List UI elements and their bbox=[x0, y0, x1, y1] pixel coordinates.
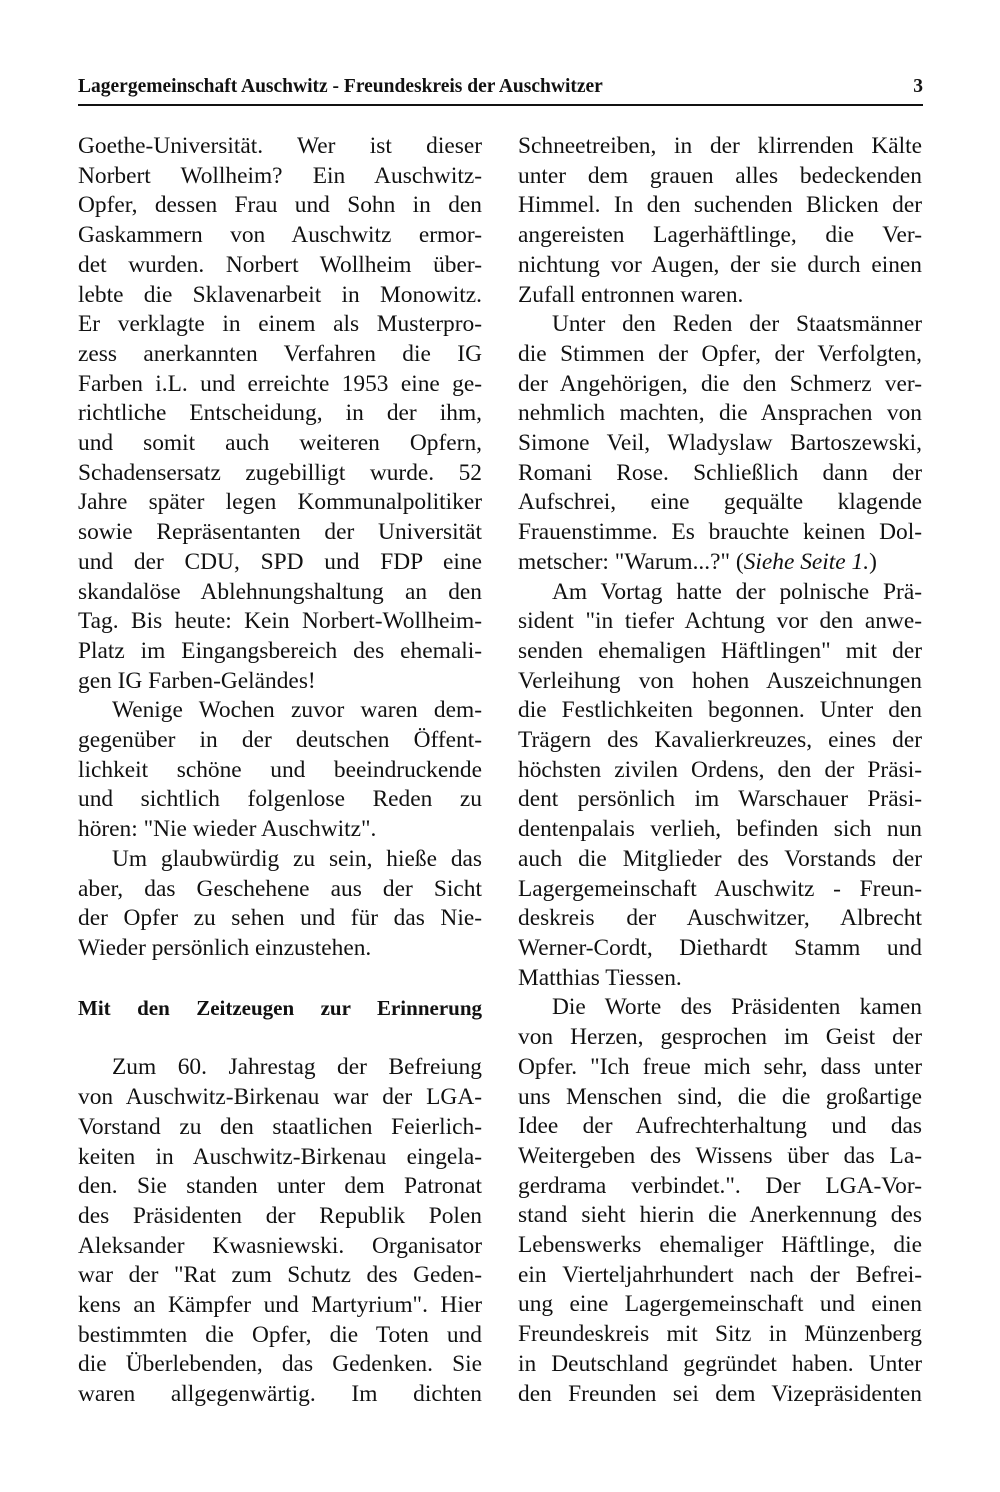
text-line: sident "in tiefer Achtung vor den anwe- bbox=[518, 608, 922, 635]
text-line: Wieder persönlich einzustehen. bbox=[78, 934, 372, 961]
text-line: Schneetreiben, in der klirrenden Kälte bbox=[518, 133, 922, 159]
text-line: höchsten zivilen Ordens, den der Präsi- bbox=[518, 756, 922, 783]
text-line: Platz im Eingangsbereich des ehemali- bbox=[78, 637, 482, 664]
text-line: keiten in Auschwitz-Birkenau eingela- bbox=[78, 1143, 482, 1170]
text-line: kens an Kämpfer und Martyrium". Hier bbox=[78, 1292, 482, 1319]
text-line: Werner-Cordt, Diethardt Stamm und bbox=[518, 934, 922, 961]
text-line: Jahre später legen Kommunalpolitiker bbox=[78, 489, 482, 516]
text-line: Simone Veil, Wladyslaw Bartoszewski, bbox=[518, 430, 922, 457]
text-line: Tag. Bis heute: Kein Norbert-Wollheim- bbox=[78, 608, 482, 635]
text-line: Aufschrei, eine gequälte klagende bbox=[518, 489, 922, 516]
text-line: Norbert Wollheim? Ein Auschwitz- bbox=[78, 162, 482, 189]
text-line: senden ehemaligen Häftlingen" mit der bbox=[518, 637, 922, 664]
text-line: Schadensersatz zugebilligt wurde. 52 bbox=[78, 459, 482, 486]
text-line: gen IG Farben-Geländes! bbox=[78, 667, 316, 694]
text-line: det wurden. Norbert Wollheim über- bbox=[78, 251, 482, 278]
text-line: die Festlichkeiten begonnen. Unter den bbox=[518, 697, 922, 724]
text-line: Himmel. In den suchenden Blicken der bbox=[518, 192, 922, 219]
text-line: dent persönlich im Warschauer Präsi- bbox=[518, 786, 922, 813]
text-line: deskreis der Auschwitzer, Albrecht bbox=[518, 905, 922, 932]
paragraph bbox=[78, 132, 482, 696]
paragraph bbox=[518, 132, 922, 310]
text-line: stand sieht hierin die Anerkennung des bbox=[518, 1202, 922, 1229]
paragraph bbox=[78, 1053, 482, 1409]
text-span: metscher: "Warum...?" ( bbox=[518, 548, 744, 575]
text-line: Farben i.L. und erreichte 1953 eine ge- bbox=[78, 370, 482, 397]
text-line: von Herzen, gesprochen im Geist der bbox=[518, 1024, 922, 1051]
text-line: und sichtlich folgenlose Reden zu bbox=[78, 786, 482, 813]
text-line: dentenpalais verlieh, befinden sich nun bbox=[518, 816, 922, 843]
text-line: auch die Mitglieder des Vorstands der bbox=[518, 845, 922, 872]
text-line: unter dem grauen alles bedeckenden bbox=[518, 162, 922, 189]
text-line: Vorstand zu den staatlichen Feierlich- bbox=[78, 1113, 482, 1140]
right-column bbox=[518, 132, 922, 1409]
header-title: Lagergemeinschaft Auschwitz - Freundeskreis der Auschwitzer bbox=[78, 76, 603, 97]
text-line: nichtung vor Augen, der sie durch einen bbox=[518, 251, 922, 278]
text-line: die Überlebenden, das Gedenken. Sie bbox=[78, 1351, 482, 1378]
page-number: 3 bbox=[913, 76, 923, 97]
text-line: Trägern des Kavalierkreuzes, eines der bbox=[518, 727, 922, 754]
text-line: Goethe-Universität. Wer ist dieser bbox=[78, 133, 482, 159]
text-line: Lebenswerks ehemaliger Häftlinge, die bbox=[518, 1232, 922, 1259]
paragraph bbox=[518, 578, 922, 994]
text-line: Gaskammern von Auschwitz ermor- bbox=[78, 222, 482, 249]
text-line: ein Vierteljahrhundert nach der Befrei- bbox=[518, 1261, 922, 1288]
text-line: Aleksander Kwasniewski. Organisator bbox=[78, 1232, 482, 1259]
text-line: Weitergeben des Wissens über das La- bbox=[518, 1142, 922, 1169]
text-line: und somit auch weiteren Opfern, bbox=[78, 430, 482, 457]
text-line: sowie Repräsentanten der Universität bbox=[78, 519, 482, 546]
text-line: angereisten Lagerhäftlinge, die Ver- bbox=[518, 222, 922, 249]
text-line bbox=[518, 548, 922, 578]
text-line: war der "Rat zum Schutz des Geden- bbox=[78, 1262, 482, 1289]
page-reference: Siehe Seite 1. bbox=[743, 548, 870, 575]
text-line: den Freunden sei dem Vizepräsidenten bbox=[518, 1380, 922, 1407]
text-line: Wenige Wochen zuvor waren dem- bbox=[112, 697, 482, 724]
text-line: Lagergemeinschaft Auschwitz - Freun- bbox=[518, 875, 922, 902]
text-line: Opfer. "Ich freue mich sehr, dass unter bbox=[518, 1053, 922, 1080]
text-line: gegenüber in der deutschen Öffent- bbox=[78, 727, 482, 754]
text-line: bestimmten die Opfer, die Toten und bbox=[78, 1321, 482, 1348]
text-line: ung eine Lagergemeinschaft und einen bbox=[518, 1291, 922, 1318]
paragraph bbox=[78, 845, 482, 964]
text-line: Opfer, dessen Frau und Sohn in den bbox=[78, 192, 482, 219]
text-line: Um glaubwürdig zu sein, hieße das bbox=[112, 845, 482, 872]
text-line: Frauenstimme. Es brauchte keinen Dol- bbox=[518, 519, 922, 546]
text-line: Freundeskreis mit Sitz in Münzenberg bbox=[518, 1321, 922, 1348]
text-line: zess anerkannten Verfahren die IG bbox=[78, 340, 482, 367]
paragraph bbox=[518, 310, 922, 548]
text-line: den. Sie standen unter dem Patronat bbox=[78, 1173, 482, 1200]
text-line: uns Menschen sind, die die großartige bbox=[518, 1083, 922, 1110]
text-line: der Opfer zu sehen und für das Nie- bbox=[78, 905, 482, 932]
text-line: der Angehörigen, die den Schmerz ver- bbox=[518, 370, 922, 397]
paragraph bbox=[78, 696, 482, 845]
running-header bbox=[78, 72, 923, 106]
text-line: Zum 60. Jahrestag der Befreiung bbox=[112, 1054, 482, 1081]
paragraph bbox=[518, 993, 922, 1409]
text-line: die Stimmen der Opfer, der Verfolgten, bbox=[518, 340, 922, 367]
section-heading: Mit den Zeitzeugen zur Erinnerung bbox=[78, 995, 482, 1020]
text-line: und der CDU, SPD und FDP eine bbox=[78, 548, 482, 575]
text-line: lebte die Sklavenarbeit in Monowitz. bbox=[78, 281, 482, 308]
text-line: richtliche Entscheidung, in der ihm, bbox=[78, 400, 482, 427]
text-line: waren allgegenwärtig. Im dichten bbox=[78, 1381, 482, 1408]
text-line: Romani Rose. Schließlich dann der bbox=[518, 459, 922, 486]
text-line: hören: "Nie wieder Auschwitz". bbox=[78, 816, 377, 843]
text-line: nehmlich machten, die Ansprachen von bbox=[518, 400, 922, 427]
text-line: lichkeit schöne und beeindruckende bbox=[78, 756, 482, 783]
text-line: in Deutschland gegründet haben. Unter bbox=[518, 1350, 922, 1377]
text-line: Idee der Aufrechterhaltung und das bbox=[518, 1113, 922, 1140]
text-line: Die Worte des Präsidenten kamen bbox=[552, 994, 922, 1021]
text-line: aber, das Geschehene aus der Sicht bbox=[78, 875, 482, 902]
text-line: Am Vortag hatte der polnische Prä- bbox=[552, 578, 922, 605]
text-line: des Präsidenten der Republik Polen bbox=[78, 1202, 482, 1229]
text-line: Verleihung von hohen Auszeichnungen bbox=[518, 667, 922, 694]
text-line: gerdrama verbindet.". Der LGA-Vor- bbox=[518, 1172, 922, 1199]
text-line: Zufall entronnen waren. bbox=[518, 281, 744, 308]
text-line: Unter den Reden der Staatsmänner bbox=[552, 311, 922, 338]
text-line: skandalöse Ablehnungshaltung an den bbox=[78, 578, 482, 605]
text-span: ) bbox=[869, 548, 877, 575]
text-line: Matthias Tiessen. bbox=[518, 964, 682, 991]
text-line: von Auschwitz-Birkenau war der LGA- bbox=[78, 1084, 482, 1111]
text-line: Er verklagte in einem als Musterpro- bbox=[78, 311, 482, 338]
left-column bbox=[78, 132, 482, 1410]
